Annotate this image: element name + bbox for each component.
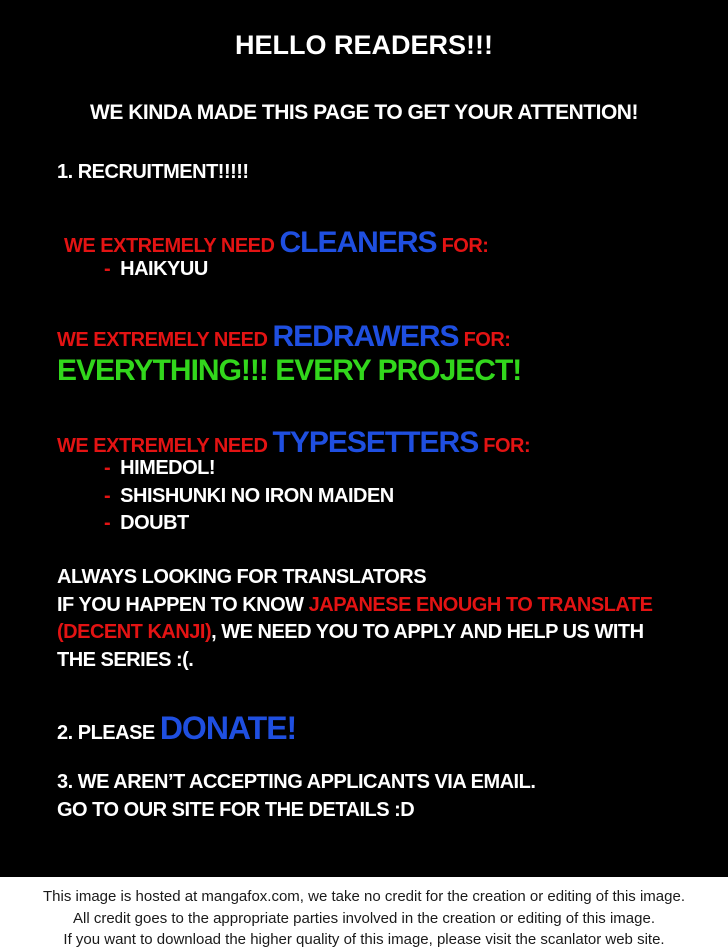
redrawers-scope: EVERYTHING!!! EVERY PROJECT! (57, 354, 522, 387)
need-redrawers-line (57, 322, 510, 352)
bullet-dash: - (104, 512, 111, 534)
typesetters-item-shishunki: - SHISHUNKI NO IRON MAIDEN (104, 485, 394, 507)
disclaimer-line-1: This image is hosted at mangafox.com, we take no credit for the creation or editing of this image. (43, 888, 685, 905)
need-suffix: FOR: (463, 329, 511, 351)
bullet-dash: - (104, 258, 111, 280)
translators-line1: ALWAYS LOOKING FOR TRANSLATORS (57, 566, 427, 588)
donate-line (57, 712, 296, 744)
need-typesetters-line (57, 428, 530, 458)
need-suffix: FOR: (483, 435, 531, 457)
need-cleaners-line (64, 228, 488, 258)
translators-line2: IF YOU HAPPEN TO KNOW JAPANESE ENOUGH TO TRANSLATE (57, 594, 653, 616)
disclaimer-line-3: If you want to download the higher quality of this image, please visit the scanlator web site. (63, 931, 665, 948)
page-title: HELLO READERS!!! (235, 30, 493, 60)
email-line1: 3. WE AREN’T ACCEPTING APPLICANTS VIA EMAIL. (57, 771, 536, 793)
need-prefix: WE EXTREMELY NEED (64, 235, 275, 257)
role-redrawers: REDRAWERS (272, 320, 459, 353)
need-prefix: WE EXTREMELY NEED (57, 435, 268, 457)
role-typesetters: TYPESETTERS (272, 426, 479, 459)
hosting-disclaimer (0, 877, 728, 951)
page-subtitle: WE KINDA MADE THIS PAGE TO GET YOUR ATTENTION! (90, 101, 638, 124)
need-prefix: WE EXTREMELY NEED (57, 329, 268, 351)
translators-line3: (DECENT KANJI), WE NEED YOU TO APPLY AND HELP US WITH (57, 621, 644, 643)
bullet-dash: - (104, 457, 111, 479)
typesetters-item-doubt: - DOUBT (104, 512, 189, 534)
bullet-dash: - (104, 485, 111, 507)
typesetters-item-himedol: - HIMEDOL! (104, 457, 216, 479)
disclaimer-line-2: All credit goes to the appropriate parties involved in the creation or editing of this image. (73, 909, 655, 927)
recruitment-heading: 1. RECRUITMENT!!!!! (57, 161, 249, 183)
role-cleaners: CLEANERS (279, 226, 437, 259)
cleaners-item-haikyuu: - HAIKYUU (104, 258, 208, 280)
translators-line4: THE SERIES :(. (57, 649, 194, 671)
donate-prefix: 2. PLEASE (57, 722, 160, 744)
need-suffix: FOR: (441, 235, 489, 257)
donate-word: DONATE! (159, 710, 297, 746)
email-line2: GO TO OUR SITE FOR THE DETAILS :D (57, 799, 415, 821)
